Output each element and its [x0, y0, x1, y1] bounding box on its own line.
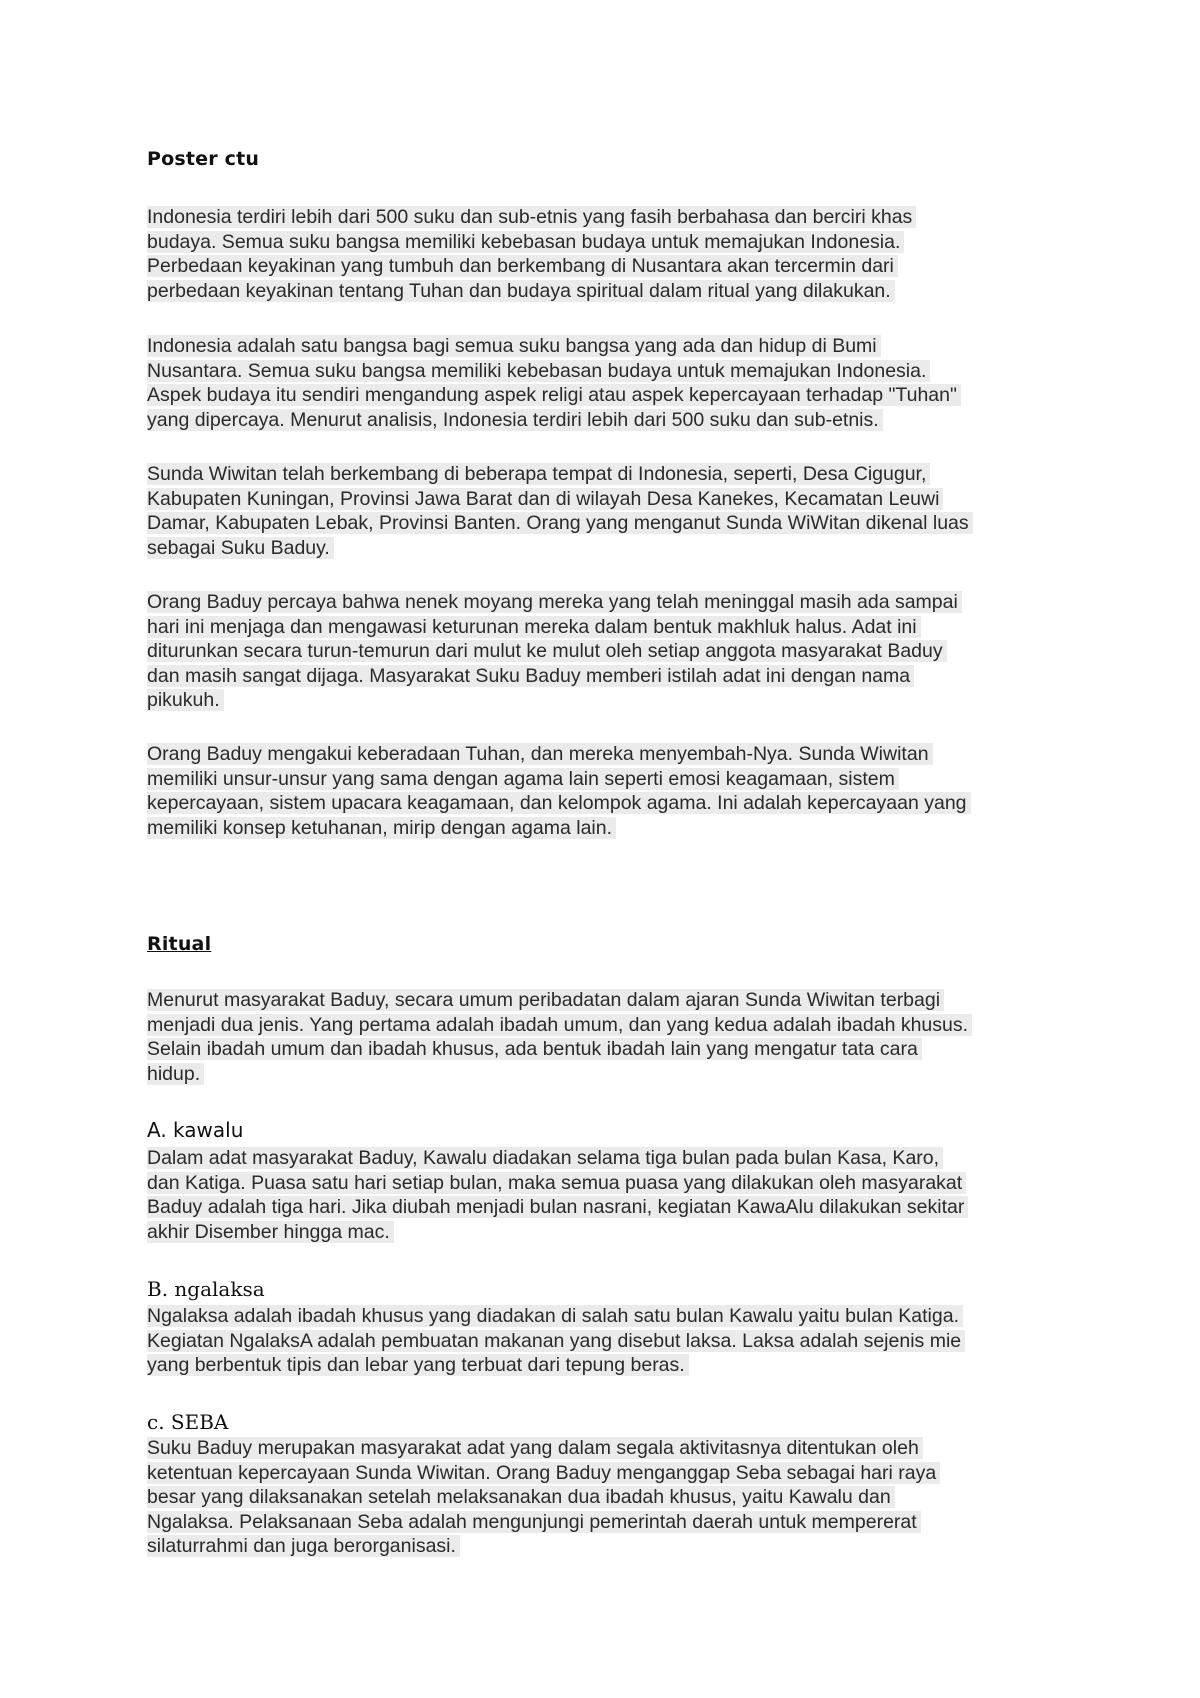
paragraph-line: akhir Disember hingga mac.	[147, 1221, 394, 1243]
paragraph-line: Perbedaan keyakinan yang tumbuh dan berkembang di Nusantara akan tercermin dari	[147, 255, 898, 277]
paragraph-line: menjadi dua jenis. Yang pertama adalah ibadah umum, dan yang kedua adalah ibadah khusus.	[147, 1014, 972, 1036]
paragraph-line: Orang Baduy percaya bahwa nenek moyang mereka yang telah meninggal masih ada sampai	[147, 591, 962, 613]
paragraph-line: Kegiatan NgalaksA adalah pembuatan makanan yang disebut laksa. Laksa adalah sejenis mie	[147, 1330, 965, 1352]
paragraph-line: pikukuh.	[147, 689, 224, 711]
paragraph-line: yang berbentuk tipis dan lebar yang terbuat dari tepung beras.	[147, 1354, 689, 1376]
kawalu-heading: A. kawalu	[147, 1118, 244, 1142]
intro-paragraph-2	[147, 334, 1067, 432]
paragraph-line: ketentuan kepercayaan Sunda Wiwitan. Orang Baduy menganggap Seba sebagai hari raya	[147, 1462, 940, 1484]
paragraph-line: memiliki unsur-unsur yang sama dengan agama lain seperti emosi keagamaan, sistem	[147, 768, 899, 790]
intro-paragraph-5	[147, 742, 1067, 840]
paragraph-line: hidup.	[147, 1063, 204, 1085]
ngalaksa-paragraph	[147, 1304, 1067, 1378]
paragraph-line: budaya. Semua suku bangsa memiliki kebebasan budaya untuk memajukan Indonesia.	[147, 231, 904, 253]
paragraph-line: Suku Baduy merupakan masyarakat adat yang dalam segala aktivitasnya ditentukan oleh	[147, 1437, 923, 1459]
paragraph-line: hari ini menjaga dan mengawasi keturunan mereka dalam bentuk makhluk halus. Adat ini	[147, 616, 921, 638]
paragraph-line: dan masih sangat dijaga. Masyarakat Suku Baduy memberi istilah adat ini dengan nama	[147, 665, 914, 687]
paragraph-line: Aspek budaya itu sendiri mengandung aspek religi atau aspek kepercayaan terhadap "Tuhan"	[147, 384, 961, 406]
paragraph-line: besar yang dilaksanakan setelah melaksanakan dua ibadah khusus, yaitu Kawalu dan	[147, 1486, 895, 1508]
paragraph-line: silaturrahmi dan juga berorganisasi.	[147, 1535, 460, 1557]
paragraph-line: diturunkan secara turun-temurun dari mulut ke mulut oleh setiap anggota masyarakat Baduy	[147, 640, 947, 662]
paragraph-line: Menurut masyarakat Baduy, secara umum peribadatan dalam ajaran Sunda Wiwitan terbagi	[147, 989, 944, 1011]
paragraph-line: Ngalaksa adalah ibadah khusus yang diadakan di salah satu bulan Kawalu yaitu bulan Katiga.	[147, 1305, 963, 1327]
paragraph-line: Dalam adat masyarakat Baduy, Kawalu diadakan selama tiga bulan pada bulan Kasa, Karo,	[147, 1147, 943, 1169]
paragraph-line: Indonesia terdiri lebih dari 500 suku dan sub-etnis yang fasih berbahasa dan berciri khas	[147, 206, 916, 228]
paragraph-line: perbedaan keyakinan tentang Tuhan dan budaya spiritual dalam ritual yang dilakukan.	[147, 280, 895, 302]
poster-title: Poster ctu	[147, 148, 260, 170]
intro-paragraph-4	[147, 590, 1067, 713]
intro-paragraph-1	[147, 205, 1067, 303]
paragraph-line: Ngalaksa. Pelaksanaan Seba adalah mengunjungi pemerintah daerah untuk mempererat	[147, 1511, 921, 1533]
seba-heading: c. SEBA	[147, 1410, 229, 1434]
paragraph-line: Indonesia adalah satu bangsa bagi semua suku bangsa yang ada dan hidup di Bumi	[147, 335, 881, 357]
ritual-title: Ritual	[147, 933, 212, 955]
paragraph-line: Damar, Kabupaten Lebak, Provinsi Banten. Orang yang menganut Sunda WiWitan dikenal luas	[147, 512, 973, 534]
paragraph-line: Nusantara. Semua suku bangsa memiliki kebebasan budaya untuk memajukan Indonesia.	[147, 360, 930, 382]
paragraph-line: memiliki konsep ketuhanan, mirip dengan agama lain.	[147, 817, 616, 839]
ngalaksa-heading: B. ngalaksa	[147, 1277, 265, 1301]
paragraph-line: Kabupaten Kuningan, Provinsi Jawa Barat dan di wilayah Desa Kanekes, Kecamatan Leuwi	[147, 488, 943, 510]
kawalu-paragraph	[147, 1146, 1067, 1244]
paragraph-line: kepercayaan, sistem upacara keagamaan, dan kelompok agama. Ini adalah kepercayaan yang	[147, 792, 971, 814]
seba-paragraph	[147, 1436, 1067, 1559]
paragraph-line: Orang Baduy mengakui keberadaan Tuhan, dan mereka menyembah-Nya. Sunda Wiwitan	[147, 743, 933, 765]
paragraph-line: dan Katiga. Puasa satu hari setiap bulan, maka semua puasa yang dilakukan oleh masyarakat	[147, 1172, 966, 1194]
paragraph-line: sebagai Suku Baduy.	[147, 537, 334, 559]
ritual-intro-paragraph	[147, 988, 1067, 1086]
paragraph-line: Baduy adalah tiga hari. Jika diubah menjadi bulan nasrani, kegiatan KawaAlu dilakukan sekitar	[147, 1196, 968, 1218]
paragraph-line: Sunda Wiwitan telah berkembang di beberapa tempat di Indonesia, seperti, Desa Cigugur,	[147, 463, 930, 485]
paragraph-line: yang dipercaya. Menurut analisis, Indonesia terdiri lebih dari 500 suku dan sub-etnis.	[147, 409, 883, 431]
intro-paragraph-3	[147, 462, 1067, 560]
paragraph-line: Selain ibadah umum dan ibadah khusus, ada bentuk ibadah lain yang mengatur tata cara	[147, 1038, 922, 1060]
